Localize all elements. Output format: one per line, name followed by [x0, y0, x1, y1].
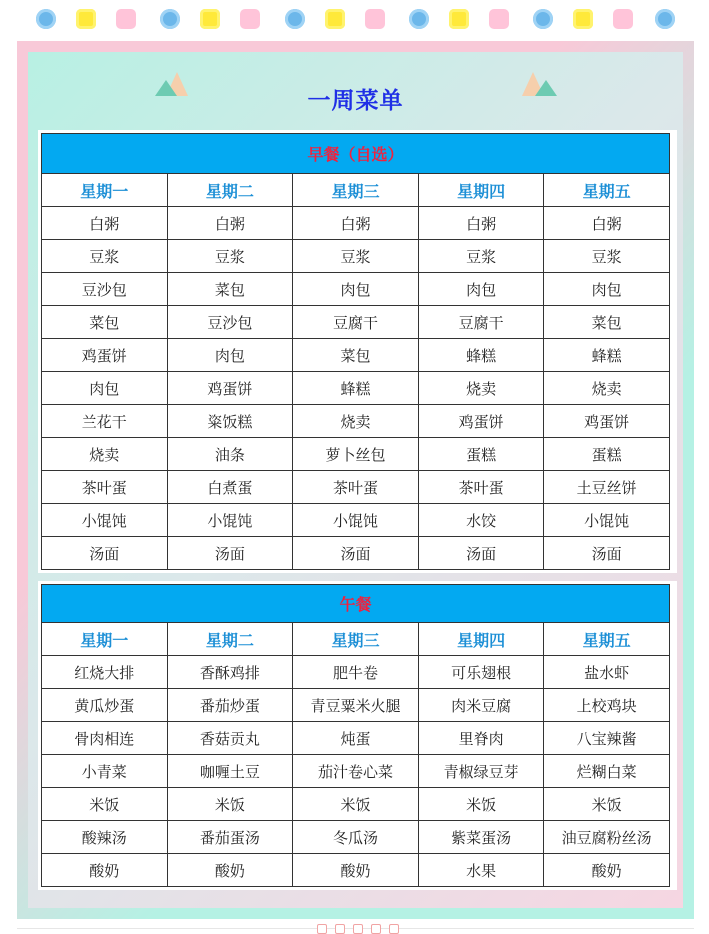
- bottom-decoration: [17, 922, 694, 931]
- menu-cell: 茶叶蛋: [293, 471, 419, 504]
- menu-cell: 米饭: [42, 788, 168, 821]
- menu-cell: 八宝辣酱: [544, 722, 670, 755]
- menu-cell: 萝卜丝包: [293, 438, 419, 471]
- menu-cell: 肉米豆腐: [418, 689, 544, 722]
- table-row: [42, 372, 670, 405]
- flower-icon: [160, 9, 180, 29]
- menu-cell: 里脊肉: [418, 722, 544, 755]
- menu-card: [28, 52, 683, 908]
- menu-cell: 水饺: [418, 504, 544, 537]
- menu-cell: 米饭: [167, 788, 293, 821]
- menu-cell: 兰花干: [42, 405, 168, 438]
- menu-cell: 汤面: [418, 537, 544, 570]
- menu-cell: 烧卖: [293, 405, 419, 438]
- day-header-row: [42, 623, 670, 656]
- menu-cell: 白粥: [293, 207, 419, 240]
- menu-cell: 小馄饨: [544, 504, 670, 537]
- menu-cell: 上校鸡块: [544, 689, 670, 722]
- menu-cell: 香菇贡丸: [167, 722, 293, 755]
- square-icon: [613, 9, 633, 29]
- day-tuesday: 星期二: [167, 623, 293, 656]
- table-row: [42, 821, 670, 854]
- square-icon: [489, 9, 509, 29]
- menu-cell: 汤面: [544, 537, 670, 570]
- menu-cell: 盐水虾: [544, 656, 670, 689]
- menu-cell: 米饭: [544, 788, 670, 821]
- menu-cell: 肉包: [167, 339, 293, 372]
- menu-cell: 菜包: [544, 306, 670, 339]
- table-row: [42, 722, 670, 755]
- menu-cell: 豆腐干: [418, 306, 544, 339]
- table-row: [42, 438, 670, 471]
- table-row: [42, 788, 670, 821]
- table-row: [42, 504, 670, 537]
- menu-cell: 豆腐干: [293, 306, 419, 339]
- triangle-decoration-icon: [535, 80, 557, 96]
- menu-cell: 白粥: [544, 207, 670, 240]
- menu-cell: 酸奶: [42, 854, 168, 887]
- menu-cell: 豆浆: [418, 240, 544, 273]
- menu-cell: 粢饭糕: [167, 405, 293, 438]
- menu-cell: 白粥: [167, 207, 293, 240]
- menu-cell: 番茄炒蛋: [167, 689, 293, 722]
- menu-cell: 豆沙包: [167, 306, 293, 339]
- flower-icon: [533, 9, 553, 29]
- menu-cell: 茶叶蛋: [42, 471, 168, 504]
- square-icon: [335, 924, 345, 934]
- day-header-row: [42, 174, 670, 207]
- menu-cell: 豆浆: [544, 240, 670, 273]
- flower-icon: [36, 9, 56, 29]
- menu-cell: 菜包: [42, 306, 168, 339]
- menu-cell: 豆浆: [293, 240, 419, 273]
- table-row: [42, 854, 670, 887]
- menu-cell: 米饭: [418, 788, 544, 821]
- square-icon: [371, 924, 381, 934]
- menu-cell: 小馄饨: [42, 504, 168, 537]
- decorative-header-icons: [36, 9, 676, 31]
- breakfast-panel: [38, 130, 677, 573]
- table-row: [42, 689, 670, 722]
- day-wednesday: 星期三: [293, 623, 419, 656]
- square-icon: [389, 924, 399, 934]
- day-monday: 星期一: [42, 623, 168, 656]
- menu-cell: 蛋糕: [418, 438, 544, 471]
- menu-cell: 汤面: [42, 537, 168, 570]
- menu-cell: 酸奶: [293, 854, 419, 887]
- square-icon: [317, 924, 327, 934]
- menu-cell: 蜂糕: [418, 339, 544, 372]
- lunch-label: 午餐: [42, 585, 670, 623]
- day-thursday: 星期四: [418, 623, 544, 656]
- menu-cell: 油条: [167, 438, 293, 471]
- menu-cell: 肉包: [42, 372, 168, 405]
- table-row: [42, 207, 670, 240]
- square-icon: [365, 9, 385, 29]
- menu-cell: 烧卖: [42, 438, 168, 471]
- menu-cell: 小馄饨: [293, 504, 419, 537]
- star-icon: [325, 9, 345, 29]
- flower-icon: [285, 9, 305, 29]
- menu-cell: 肉包: [418, 273, 544, 306]
- table-row: [42, 339, 670, 372]
- star-icon: [76, 9, 96, 29]
- menu-cell: 汤面: [167, 537, 293, 570]
- day-friday: 星期五: [544, 623, 670, 656]
- menu-cell: 鸡蛋饼: [418, 405, 544, 438]
- day-tuesday: 星期二: [167, 174, 293, 207]
- menu-cell: 炖蛋: [293, 722, 419, 755]
- flower-icon: [655, 9, 675, 29]
- menu-cell: 蜂糕: [544, 339, 670, 372]
- menu-cell: 肉包: [293, 273, 419, 306]
- menu-cell: 鸡蛋饼: [544, 405, 670, 438]
- menu-cell: 烧卖: [544, 372, 670, 405]
- table-row: [42, 656, 670, 689]
- table-row: [42, 240, 670, 273]
- menu-cell: 小馄饨: [167, 504, 293, 537]
- menu-cell: 可乐翅根: [418, 656, 544, 689]
- menu-cell: 青豆粟米火腿: [293, 689, 419, 722]
- menu-cell: 黄瓜炒蛋: [42, 689, 168, 722]
- menu-cell: 蜂糕: [293, 372, 419, 405]
- menu-cell: 茄汁卷心菜: [293, 755, 419, 788]
- menu-cell: 白粥: [42, 207, 168, 240]
- menu-cell: 骨肉相连: [42, 722, 168, 755]
- menu-cell: 鸡蛋饼: [42, 339, 168, 372]
- menu-cell: 油豆腐粉丝汤: [544, 821, 670, 854]
- menu-cell: 豆浆: [167, 240, 293, 273]
- square-icon: [240, 9, 260, 29]
- star-icon: [200, 9, 220, 29]
- menu-cell: 红烧大排: [42, 656, 168, 689]
- menu-cell: 冬瓜汤: [293, 821, 419, 854]
- menu-cell: 白煮蛋: [167, 471, 293, 504]
- menu-cell: 香酥鸡排: [167, 656, 293, 689]
- menu-cell: 菜包: [293, 339, 419, 372]
- menu-cell: 豆浆: [42, 240, 168, 273]
- menu-cell: 茶叶蛋: [418, 471, 544, 504]
- menu-cell: 小青菜: [42, 755, 168, 788]
- menu-cell: 紫菜蛋汤: [418, 821, 544, 854]
- lunch-panel: [38, 581, 677, 890]
- star-icon: [449, 9, 469, 29]
- table-row: [42, 405, 670, 438]
- menu-cell: 酸奶: [167, 854, 293, 887]
- menu-cell: 青椒绿豆芽: [418, 755, 544, 788]
- star-icon: [573, 9, 593, 29]
- menu-cell: 酸辣汤: [42, 821, 168, 854]
- day-wednesday: 星期三: [293, 174, 419, 207]
- lunch-table: [41, 584, 670, 887]
- day-monday: 星期一: [42, 174, 168, 207]
- menu-cell: 咖喱土豆: [167, 755, 293, 788]
- breakfast-table: [41, 133, 670, 570]
- table-row: [42, 306, 670, 339]
- menu-cell: 烧卖: [418, 372, 544, 405]
- menu-cell: 土豆丝饼: [544, 471, 670, 504]
- menu-frame: [17, 41, 694, 919]
- menu-cell: 鸡蛋饼: [167, 372, 293, 405]
- menu-cell: 肥牛卷: [293, 656, 419, 689]
- square-icon: [353, 924, 363, 934]
- menu-cell: 米饭: [293, 788, 419, 821]
- square-icon: [116, 9, 136, 29]
- day-friday: 星期五: [544, 174, 670, 207]
- table-row: [42, 537, 670, 570]
- menu-cell: 菜包: [167, 273, 293, 306]
- table-row: [42, 755, 670, 788]
- menu-cell: 肉包: [544, 273, 670, 306]
- menu-cell: 酸奶: [544, 854, 670, 887]
- table-row: [42, 273, 670, 306]
- breakfast-label: 早餐（自选）: [42, 134, 670, 174]
- menu-cell: 豆沙包: [42, 273, 168, 306]
- table-row: [42, 471, 670, 504]
- menu-cell: 白粥: [418, 207, 544, 240]
- menu-cell: 番茄蛋汤: [167, 821, 293, 854]
- menu-cell: 水果: [418, 854, 544, 887]
- day-thursday: 星期四: [418, 174, 544, 207]
- page-title: 一周菜单: [307, 88, 404, 114]
- menu-cell: 烂糊白菜: [544, 755, 670, 788]
- flower-icon: [409, 9, 429, 29]
- menu-cell: 汤面: [293, 537, 419, 570]
- menu-cell: 蛋糕: [544, 438, 670, 471]
